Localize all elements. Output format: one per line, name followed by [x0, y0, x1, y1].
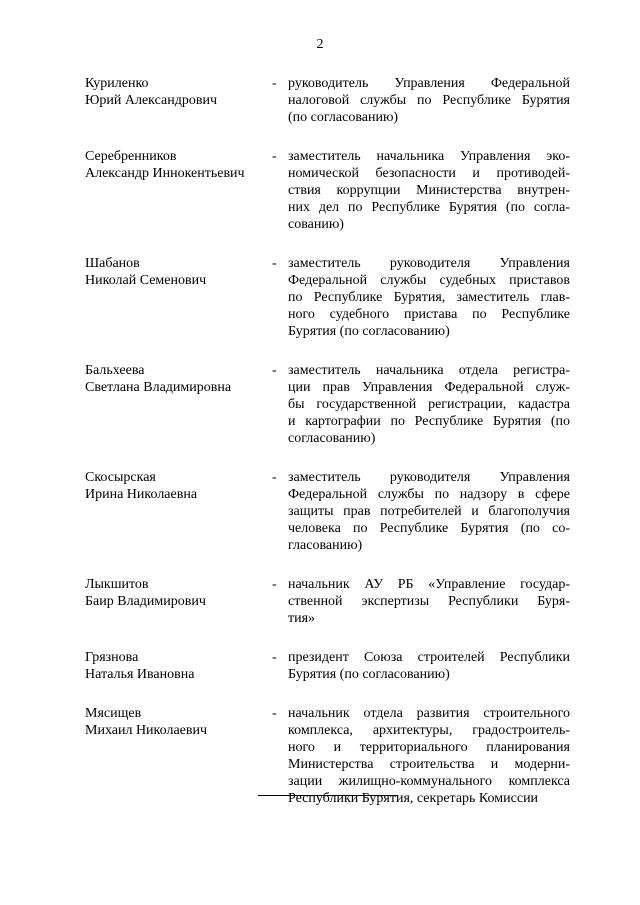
member-position [288, 576, 570, 627]
member-position [288, 469, 570, 554]
member-given-names: Николай Семенович [85, 273, 207, 288]
member-entry [85, 362, 570, 447]
member-given-names: Юрий Александрович [85, 93, 217, 108]
position-line: заместитель начальника Управления эко- [288, 149, 570, 164]
position-line: президент Союза строителей Республики [288, 650, 570, 665]
position-line: Федеральной службы по надзору в сфере [288, 487, 570, 502]
member-surname: Лыкшитов [85, 577, 149, 592]
position-line: заместитель руководителя Управления [288, 256, 570, 271]
position-line: по Республике Бурятия, заместитель глав- [288, 290, 570, 305]
member-position [288, 362, 570, 447]
member-entry [85, 148, 570, 233]
member-surname: Грязнова [85, 650, 139, 665]
position-line: ции прав Управления Федеральной служ- [288, 380, 570, 395]
separator-dash: - [272, 363, 277, 378]
position-line: Федеральной службы судебных приставов [288, 273, 570, 288]
member-given-names: Баир Владимирович [85, 594, 206, 609]
members-list [85, 75, 570, 829]
separator-dash: - [272, 256, 277, 271]
end-divider-line [258, 795, 398, 796]
member-name [85, 148, 272, 182]
separator-dash: - [272, 706, 277, 721]
position-line: заместитель начальника отдела регистра- [288, 363, 570, 378]
member-position [288, 705, 570, 807]
position-line: Бурятия (по согласованию) [288, 667, 450, 682]
member-given-names: Ирина Николаевна [85, 487, 198, 502]
position-line: ного и территориального планирования [288, 740, 570, 755]
member-given-names: Михаил Николаевич [85, 723, 208, 738]
member-surname: Шабанов [85, 256, 140, 271]
member-position [288, 148, 570, 233]
member-name [85, 469, 272, 503]
member-name [85, 576, 272, 610]
position-line: зации жилищно-коммунального комплекса [288, 774, 570, 789]
member-name [85, 362, 272, 396]
member-name [85, 705, 272, 739]
position-line: согласованию) [288, 431, 376, 446]
member-entry [85, 75, 570, 126]
member-surname: Скосырская [85, 470, 156, 485]
position-line: ственной экспертизы Республики Буря- [288, 594, 570, 609]
member-name [85, 75, 272, 109]
position-line: сованию) [288, 217, 344, 232]
separator-dash: - [272, 76, 277, 91]
position-line: начальник АУ РБ «Управление государ- [288, 577, 570, 592]
position-line: Бурятия (по согласованию) [288, 324, 450, 339]
position-line: человека по Республике Бурятия (по со- [288, 521, 570, 536]
member-given-names: Светлана Владимировна [85, 380, 232, 395]
member-entry [85, 649, 570, 683]
member-given-names: Наталья Ивановна [85, 667, 195, 682]
separator-dash: - [272, 470, 277, 485]
position-line: гласованию) [288, 538, 363, 553]
separator-dash: - [272, 149, 277, 164]
position-line: начальник отдела развития строительного [288, 706, 570, 721]
position-line: номической безопасности и противодей- [288, 166, 570, 181]
position-line: них дел по Республике Бурятия (по согла- [288, 200, 570, 215]
position-line: налоговой службы по Республике Бурятия [288, 93, 570, 108]
member-position [288, 255, 570, 340]
member-entry [85, 469, 570, 554]
position-line: заместитель руководителя Управления [288, 470, 570, 485]
position-line: руководитель Управления Федеральной [288, 76, 570, 91]
position-line: и картографии по Республике Бурятия (по [288, 414, 570, 429]
member-position [288, 75, 570, 126]
member-surname: Серебренников [85, 149, 177, 164]
position-line: (по согласованию) [288, 110, 399, 125]
member-surname: Бальхеева [85, 363, 145, 378]
separator-dash: - [272, 577, 277, 592]
separator-dash: - [272, 650, 277, 665]
position-line: защиты прав потребителей и благополучия [288, 504, 570, 519]
member-surname: Куриленко [85, 76, 149, 91]
position-line: ного судебного пристава по Республике [288, 307, 570, 322]
member-entry [85, 705, 570, 807]
position-line: комплекса, архитектуры, градостроитель- [288, 723, 570, 738]
member-given-names: Александр Иннокентьевич [85, 166, 245, 181]
position-line: тия» [288, 611, 316, 626]
position-line: ствия коррупции Министерства внутрен- [288, 183, 570, 198]
member-name [85, 649, 272, 683]
member-entry [85, 255, 570, 340]
page-number: 2 [316, 37, 324, 52]
member-position [288, 649, 570, 683]
member-entry [85, 576, 570, 627]
position-line: бы государственной регистрации, кадастра [288, 397, 570, 412]
member-surname: Мясищев [85, 706, 142, 721]
position-line: Республики Бурятия, секретарь Комиссии [288, 791, 539, 806]
member-name [85, 255, 272, 289]
position-line: Министерства строительства и модерни- [288, 757, 570, 772]
